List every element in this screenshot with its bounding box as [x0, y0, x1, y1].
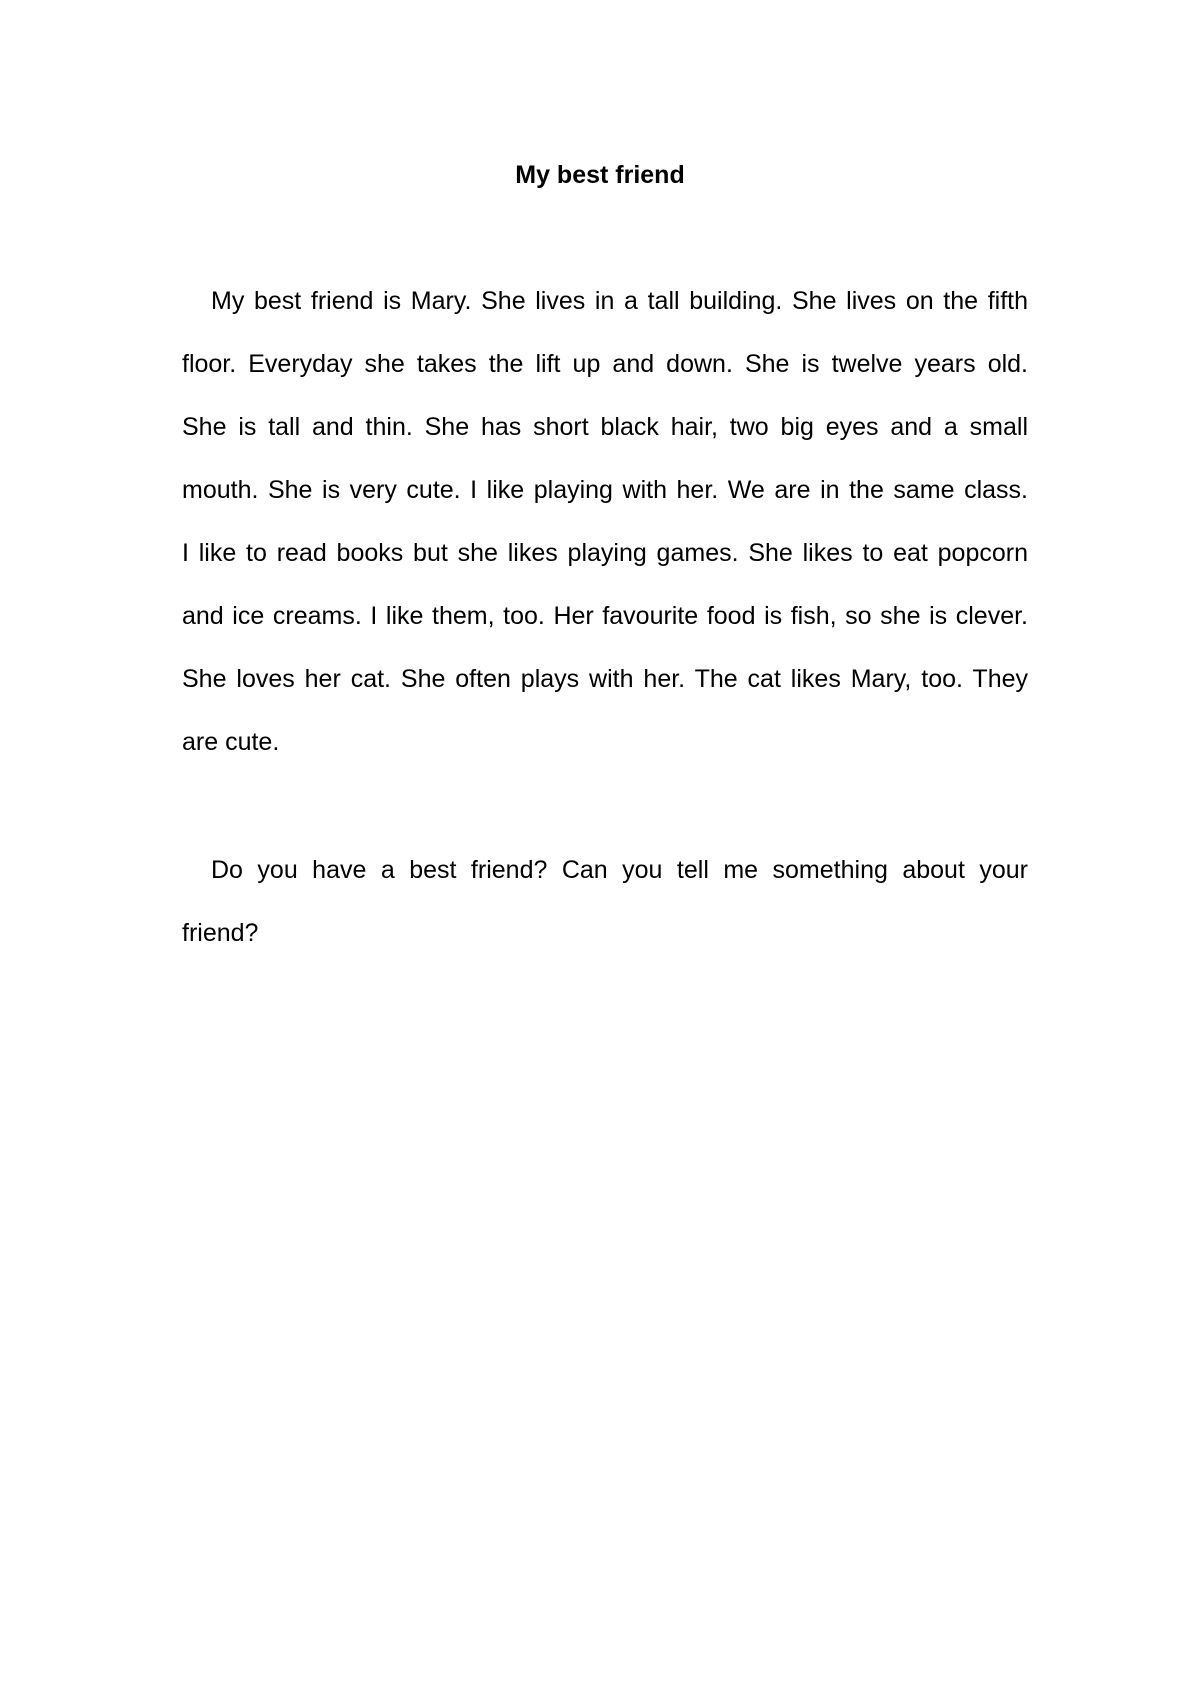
- paragraph-1: [182, 270, 1028, 774]
- paragraph-line: My best friend is Mary. She lives in a tall building. She lives on the fifth: [211, 287, 1028, 315]
- document-title: My best friend: [515, 161, 685, 189]
- paragraph-2-text: [182, 839, 1028, 965]
- paragraph-line: She is tall and thin. She has short black hair, two big eyes and a small: [182, 413, 1028, 441]
- paragraph-line: and ice creams. I like them, too. Her favourite food is fish, so she is clever.: [182, 602, 1028, 630]
- paragraph-line: She loves her cat. She often plays with her. The cat likes Mary, too. They: [182, 665, 1028, 693]
- paragraph-2: [182, 839, 1028, 965]
- paragraph-1-text: [182, 270, 1028, 774]
- paragraph-line: are cute.: [182, 728, 280, 756]
- paragraph-line: floor. Everyday she takes the lift up and down. She is twelve years old.: [182, 350, 1028, 378]
- paragraph-line: I like to read books but she likes playing games. She likes to eat popcorn: [182, 539, 1028, 567]
- paragraph-line: friend?: [182, 919, 259, 947]
- paragraph-line: mouth. She is very cute. I like playing with her. We are in the same class.: [182, 476, 1028, 504]
- paragraph-line: Do you have a best friend? Can you tell me something about your: [211, 856, 1028, 884]
